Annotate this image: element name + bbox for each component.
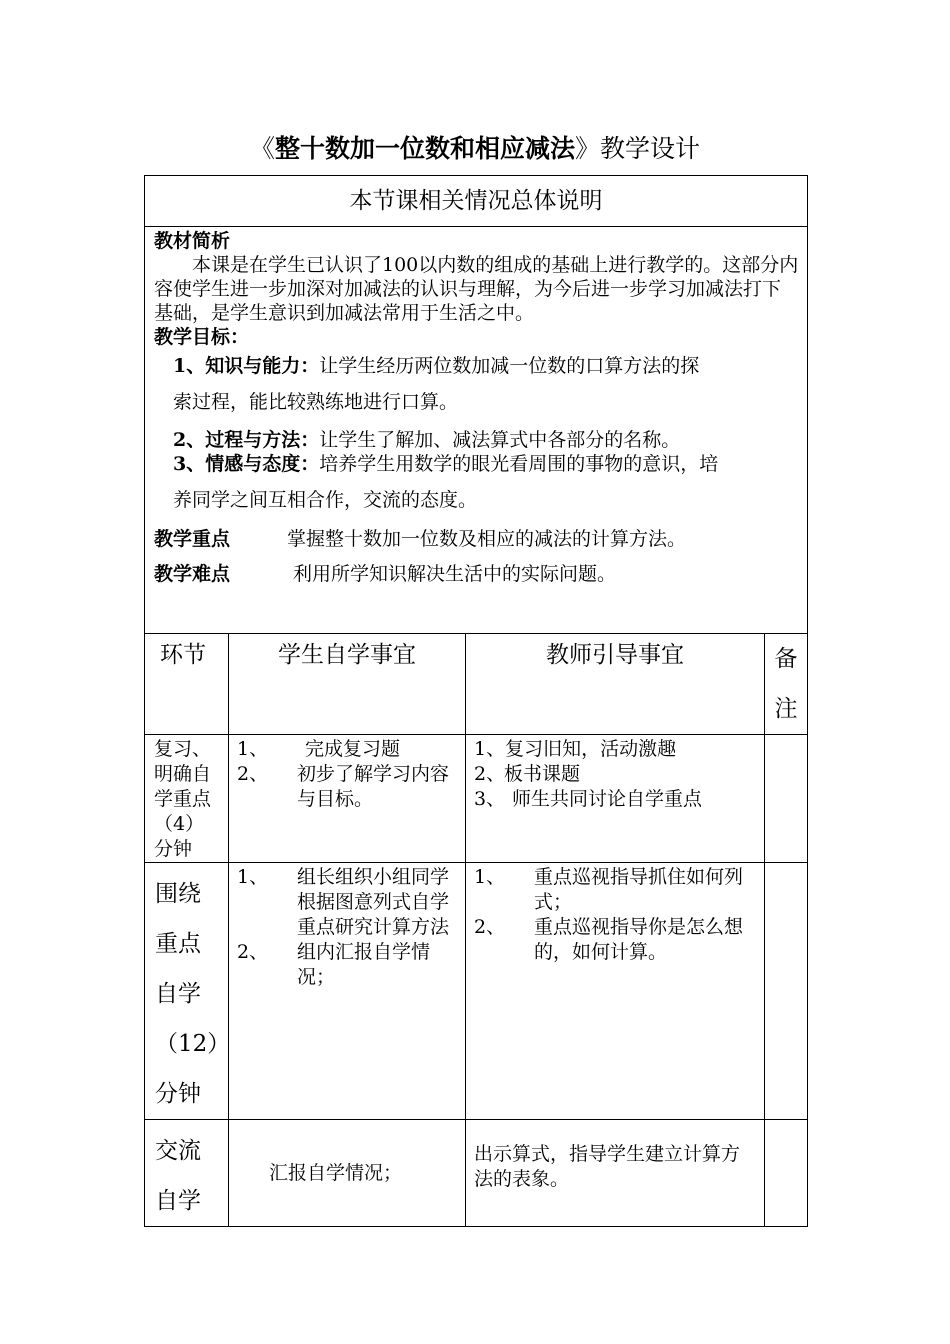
document-title bbox=[0, 132, 950, 166]
title-suffix: 教学设计 bbox=[600, 134, 701, 163]
overview-heading: 本节课相关情况总体说明 bbox=[145, 176, 808, 227]
table-row bbox=[145, 735, 808, 863]
objective-1 bbox=[154, 354, 799, 378]
row-3-note bbox=[765, 1120, 808, 1227]
key-point-label: 教学重点 bbox=[154, 528, 231, 550]
row-1-stage: 复习、明确自学重点（4）分钟 bbox=[145, 735, 229, 863]
key-point-text: 掌握整十数加一位数及相应的减法的计算方法。 bbox=[287, 528, 687, 550]
list-item: 2、 组内汇报自学情况； bbox=[237, 941, 431, 988]
lesson-plan-table bbox=[144, 175, 808, 1227]
row-3-student: 汇报自学情况； bbox=[229, 1120, 466, 1227]
row-1-student bbox=[229, 735, 466, 863]
row-1-teacher bbox=[466, 735, 765, 863]
table-row bbox=[145, 1120, 808, 1227]
objective-2-label: 2、过程与方法： bbox=[173, 429, 320, 451]
list-item: 3、 师生共同讨论自学重点 bbox=[474, 788, 703, 810]
overview-section bbox=[145, 227, 808, 634]
header-note: 备 注 bbox=[765, 634, 808, 735]
header-student: 学生自学事宜 bbox=[229, 634, 466, 735]
row-2-stage: 围绕 重点 自学 （12） 分钟 bbox=[145, 863, 229, 1120]
objective-2 bbox=[154, 428, 799, 452]
list-item: 1、 完成复习题 bbox=[237, 738, 401, 760]
list-item: 1、 复习旧知，活动激趣 bbox=[474, 738, 677, 760]
objective-1-continuation: 索过程，能比较熟练地进行口算。 bbox=[173, 391, 459, 413]
list-item: 2、 重点巡视指导你是怎么想的，如何计算。 bbox=[474, 916, 744, 963]
objective-3-label: 3、情感与态度： bbox=[173, 453, 320, 475]
row-2-note bbox=[765, 863, 808, 1120]
list-item: 1、 重点巡视指导抓住如何列式； bbox=[474, 866, 744, 913]
table-row bbox=[145, 863, 808, 1120]
row-2-student bbox=[229, 863, 466, 1120]
objective-3 bbox=[154, 452, 799, 476]
column-header-row bbox=[145, 634, 808, 735]
difficulty-text: 利用所学知识解决生活中的实际问题。 bbox=[293, 563, 617, 585]
objective-3-text: 培养学生用数学的眼光看周围的事物的意识，培 bbox=[319, 453, 719, 475]
objectives-label: 教学目标： bbox=[154, 326, 250, 348]
list-item: 1、 组长组织小组同学根据图意列式自学重点研究计算方法 bbox=[237, 866, 450, 938]
objective-1-label: 1、知识与能力： bbox=[173, 355, 320, 377]
objective-3-continuation: 养同学之间互相合作，交流的态度。 bbox=[173, 489, 478, 511]
header-stage: 环节 bbox=[145, 634, 229, 735]
title-open-quote: 《 bbox=[249, 134, 275, 163]
teaching-difficulty bbox=[154, 562, 799, 586]
row-2-teacher bbox=[466, 863, 765, 1120]
teaching-key-point bbox=[154, 527, 799, 551]
list-item: 2、 初步了解学习内容与目标。 bbox=[237, 763, 450, 810]
objective-2-text: 让学生了解加、减法算式中各部分的名称。 bbox=[319, 429, 681, 451]
list-item: 2、 板书课题 bbox=[474, 763, 581, 785]
title-main: 整十数加一位数和相应减法 bbox=[274, 134, 575, 163]
row-3-teacher: 出示算式，指导学生建立计算方法的表象。 bbox=[466, 1120, 765, 1227]
row-3-stage: 交流 自学 bbox=[145, 1120, 229, 1227]
material-label: 教材简析 bbox=[154, 230, 231, 252]
material-text: 本课是在学生已认识了100以内数的组成的基础上进行教学的。这部分内容使学生进一步加深对加减法的认识与理解，为今后进一步学习加减法打下基础，是学生意识到加减法常用于生活之中。 bbox=[154, 254, 799, 324]
title-close-quote: 》 bbox=[575, 134, 601, 163]
row-1-note bbox=[765, 735, 808, 863]
objective-1-text: 让学生经历两位数加减一位数的口算方法的探 bbox=[319, 355, 700, 377]
header-teacher: 教师引导事宜 bbox=[466, 634, 765, 735]
difficulty-label: 教学难点 bbox=[154, 563, 231, 585]
